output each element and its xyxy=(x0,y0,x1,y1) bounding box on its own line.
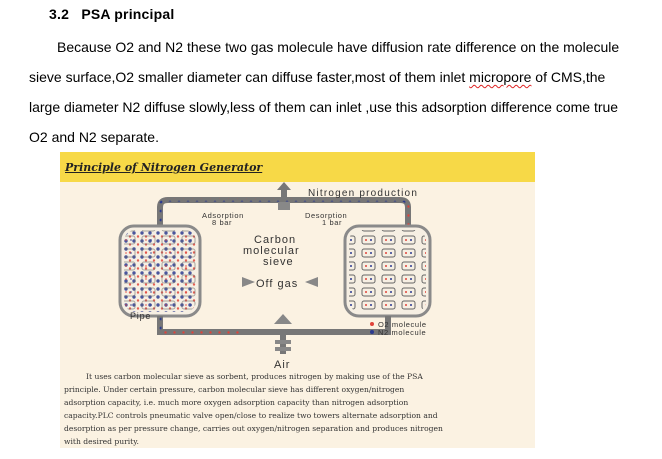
carbon-label-3: sieve xyxy=(263,256,294,268)
caption-line: It uses carbon molecular sieve as sorbent, produces nitrogen by making use of the PSA xyxy=(86,372,423,381)
legend xyxy=(370,320,427,337)
air-label: Air xyxy=(274,359,291,370)
caption-line: desorption as per pressure change, carries out oxygen/nitrogen separation and produces nitrogen xyxy=(64,424,443,433)
section-heading xyxy=(49,6,174,22)
spellcheck-word: micropore xyxy=(469,69,532,85)
paragraph-line xyxy=(29,62,641,92)
paragraph-line: large diameter N2 diffuse slowly,less of them can inlet ,use this adsorption difference come true xyxy=(29,99,619,115)
figure-title: Principle of Nitrogen Generator xyxy=(65,161,263,174)
bottom-pipe xyxy=(160,316,388,354)
caption-line: principle. Under certain pressure, carbon molecular sieve has different oxygen/nitrogen xyxy=(64,385,405,394)
desorption-label: Desorption xyxy=(305,211,348,220)
psa-diagram xyxy=(60,182,535,370)
carbon-label-1: Carbon xyxy=(254,234,297,246)
paragraph-text: of CMS,the xyxy=(531,69,606,85)
figure-banner xyxy=(60,152,535,182)
nitrogen-outlet xyxy=(277,182,291,210)
carbon-label-2: molecular xyxy=(243,245,300,257)
desorption-tower xyxy=(345,226,430,316)
caption-line: capacity.PLC controls pneumatic valve open/close to realize two towers alternate adsorption and xyxy=(64,411,438,420)
adsorption-label: Adsorption xyxy=(202,211,244,220)
caption-line: adsorption capacity, i.e. much more oxygen adsorption capacity than nitrogen adsorption xyxy=(64,398,409,407)
pipe-label: Pipe xyxy=(130,311,152,321)
nitrogen-production-label: Nitrogen production xyxy=(308,188,419,199)
o2-legend-dot xyxy=(370,322,374,326)
section-number: 3.2 xyxy=(49,6,70,22)
n2-legend-dot xyxy=(370,330,374,334)
desorption-pressure-label: 1 bar xyxy=(322,218,343,227)
nitrogen-generator-figure xyxy=(60,152,535,448)
caption-line: with desired purity. xyxy=(64,437,139,446)
paragraph-line: O2 and N2 separate. xyxy=(29,129,159,145)
adsorption-pressure-label: 8 bar xyxy=(212,218,233,227)
section-title: PSA principal xyxy=(81,6,175,22)
off-gas-label: Off gas xyxy=(256,278,299,290)
paragraph-text: sieve surface,O2 smaller diameter can diffuse faster,most of them inlet xyxy=(29,69,470,85)
body-paragraph xyxy=(29,32,641,152)
figure-caption xyxy=(64,370,532,448)
legend-n2-label: N2 molecule xyxy=(378,328,427,337)
legend-o2-label: O2 molecule xyxy=(378,320,427,329)
paragraph-line: Because O2 and N2 these two gas molecule have diffusion rate difference on the molecule xyxy=(57,39,620,55)
adsorption-tower xyxy=(120,226,200,316)
